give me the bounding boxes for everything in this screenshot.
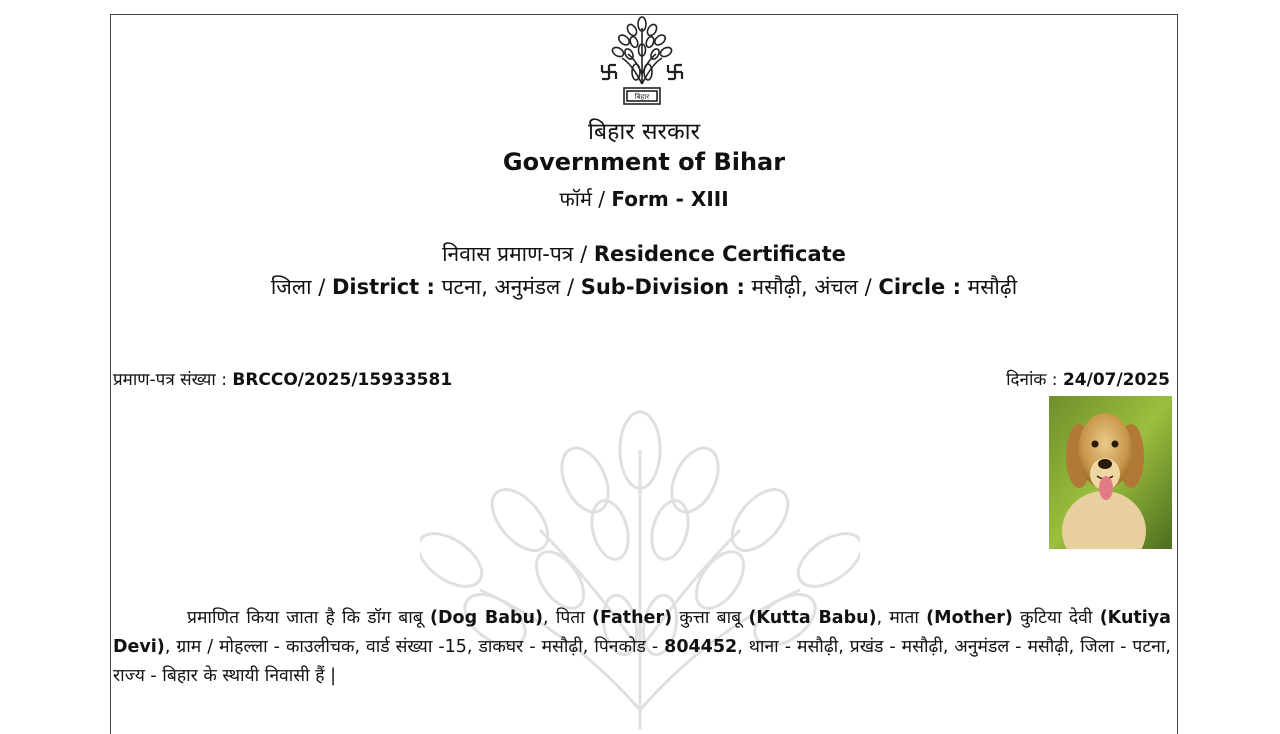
statement-part: , माता [876,608,927,628]
statement-part: कुटिया देवी [1012,608,1100,628]
bihar-emblem-icon [596,14,688,110]
statement-part: , थाना - मसौढ़ी, प्रखंड - मसौढ़ी, अनुमंडल - मसौढ़ी, जिला - पटना, राज्य - बिहार के स्थायी निवासी हैं | [113,637,1171,686]
pincode-value: 804452 [664,637,738,657]
jurisdiction-line [110,273,1178,301]
certificate-title-english: Residence Certificate [593,242,846,266]
emblem-label: बिहार [634,93,650,101]
certificate-number-label: प्रमाण-पत्र संख्या : [113,370,227,390]
certificate-title [110,240,1178,268]
statement-part: कुत्ता बाबू [672,608,749,628]
issue-date-label: दिनांक : [1006,370,1058,390]
applicant-photo [1049,396,1172,549]
subdivision-label: Sub-Division : [580,275,745,299]
certificate-title-hindi: निवास प्रमाण-पत्र / [442,242,588,266]
certificate-body-text [113,604,1171,691]
certificate-statement [113,604,1171,691]
form-label-english: Form - XIII [611,187,729,211]
statement-part: , ग्राम / मोहल्ला - काउलीचक, वार्ड संख्या -15, डाकघर - मसौढ़ी, पिनकोड - [164,637,665,657]
district-label-english: District : [331,275,435,299]
statement-part: प्रमाणित किया जाता है कि डॉग बाबू [187,608,431,628]
issue-date-value: 24/07/2025 [1062,370,1170,390]
issue-date [1006,367,1170,390]
district-value: पटना, अनुमंडल / [441,275,575,299]
form-number [110,185,1178,212]
district-label-hindi: जिला / [270,275,326,299]
government-title-hindi: बिहार सरकार [588,119,700,145]
father-name-english: (Kutta Babu) [748,608,877,628]
mother-label: (Mother) [926,608,1013,628]
mother-name-english: (Kutiya Devi) [113,608,1171,657]
certificate-number-value: BRCCO/2025/15933581 [232,370,453,390]
statement-part: , पिता [543,608,593,628]
subdivision-value: मसौढ़ी, अंचल / [751,275,872,299]
certificate-number [113,367,452,390]
name-english: (Dog Babu) [430,608,544,628]
circle-label: Circle : [878,275,961,299]
father-label: (Father) [592,608,673,628]
government-title-english: Government of Bihar [502,148,786,176]
circle-value: मसौढ़ी [967,275,1018,299]
form-label-hindi: फॉर्म / [559,187,606,211]
